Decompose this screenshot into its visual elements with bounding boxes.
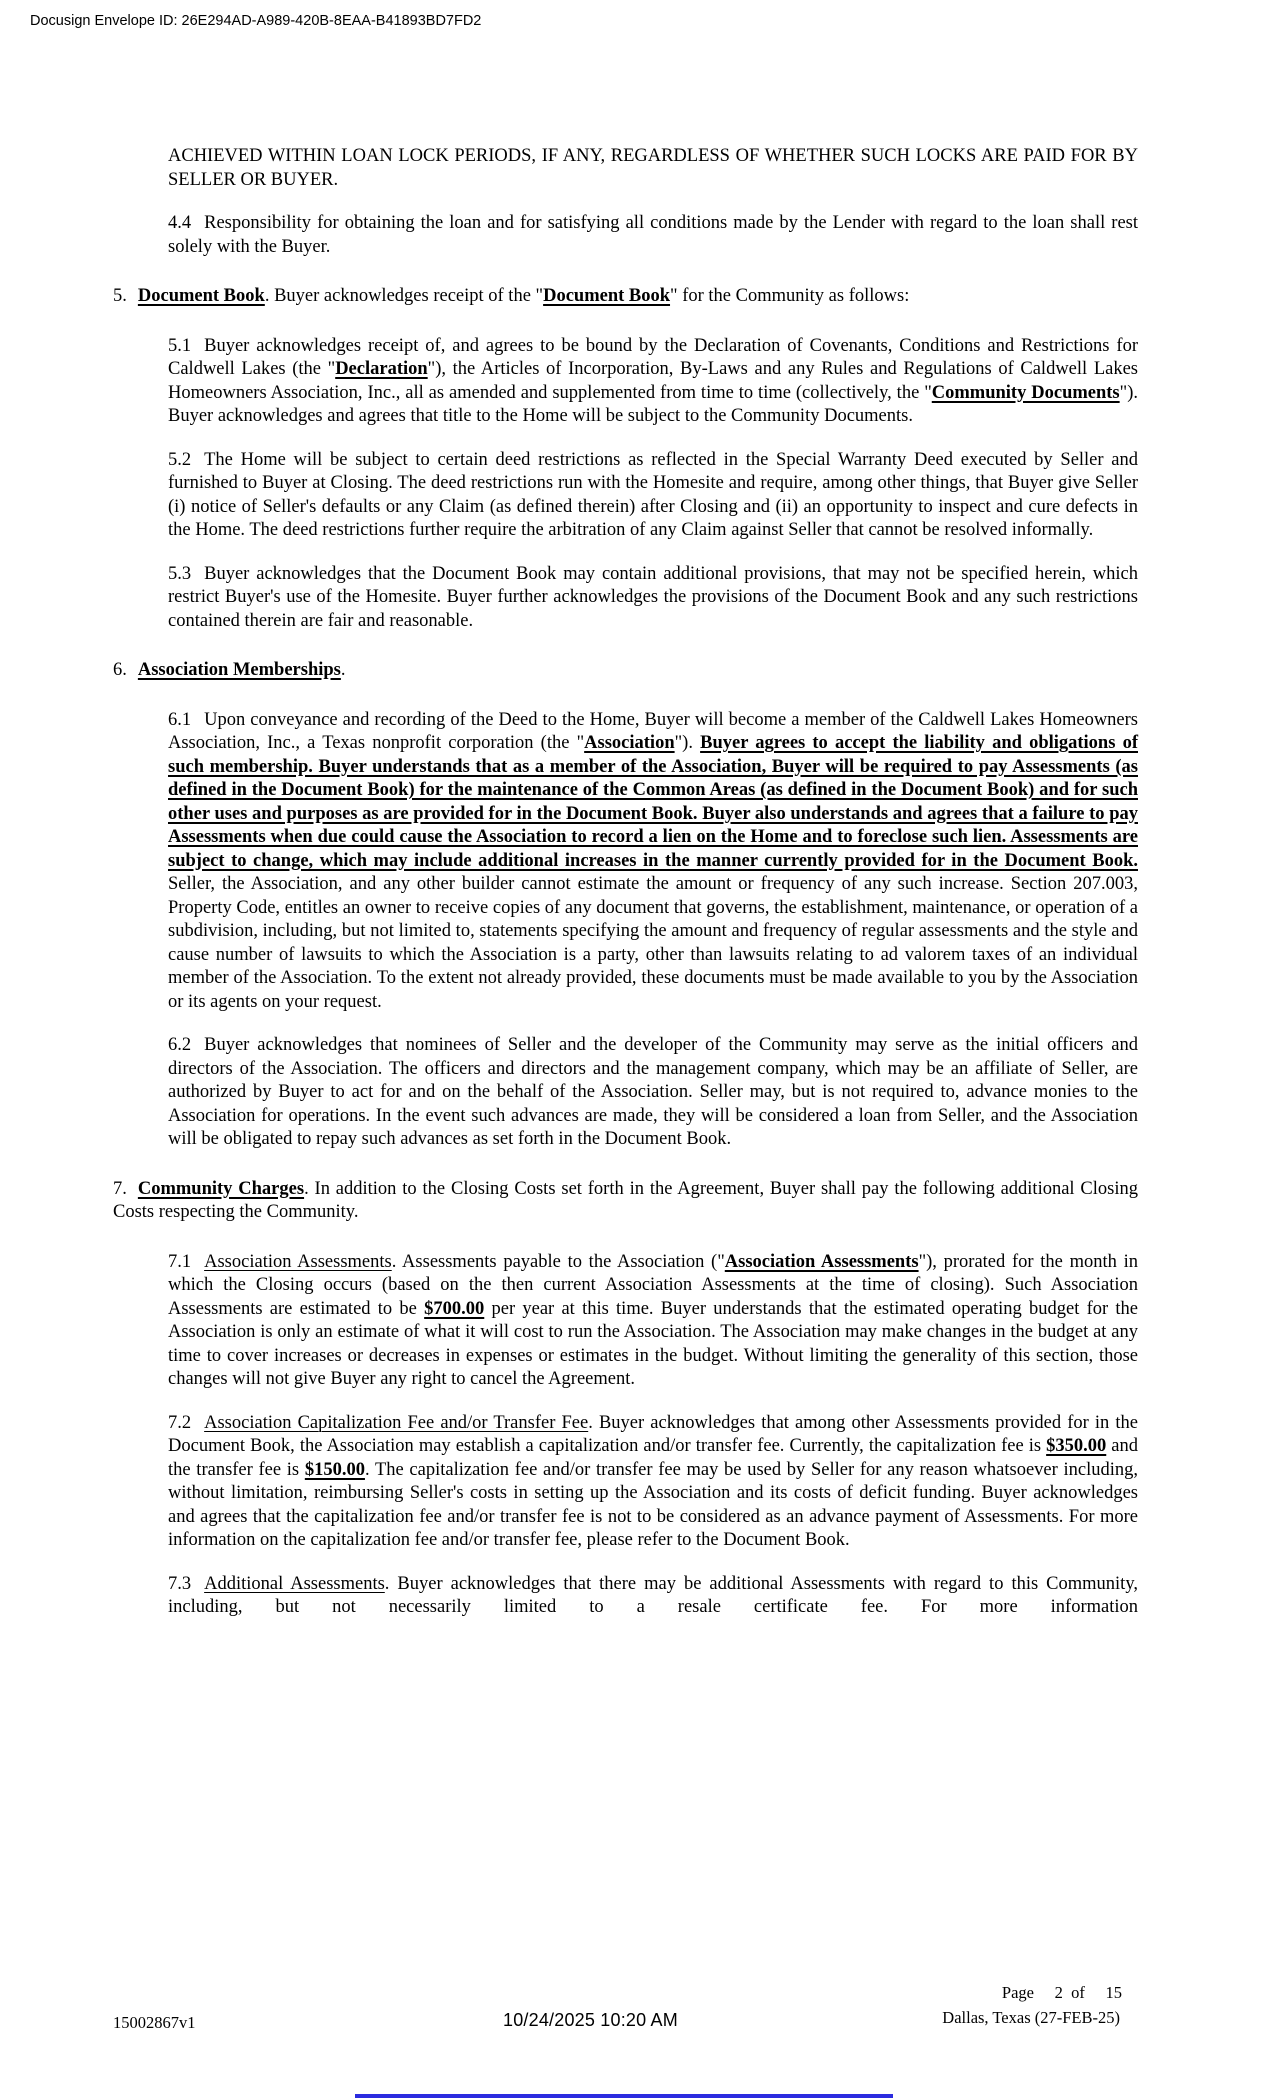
text-run: "). Buyer acknowledges and agrees that title to the Home will be subject to the Community Documents.	[168, 382, 1138, 426]
term-community-documents: Community Documents	[931, 382, 1120, 403]
paragraph-5-1	[113, 335, 1138, 429]
text-run: Upon conveyance and recording of the Deed to the Home, Buyer will become a member of the Caldwell Lakes Homeowners Association, Inc., a Texas nonprofit corporation (the "	[168, 709, 1138, 753]
term-association-assessments: Association Assessments	[204, 1251, 392, 1272]
paragraph-6-2	[113, 1034, 1138, 1152]
paragraph-7-1	[113, 1251, 1138, 1392]
section-7-heading	[113, 1178, 1138, 1225]
text-run: Buyer acknowledges receipt of, and agrees to be bound by the Declaration of Covenants, Conditions and Restrictions for Caldwell Lakes (the "	[168, 335, 1138, 379]
text-run: "), prorated for the month in which the Closing occurs (based on the then current Association Assessments at the time of closing). Such Association Assessments are estimated to be	[168, 1251, 1138, 1319]
paragraph-7-3	[113, 1573, 1138, 1620]
clause-number: 4.4	[168, 213, 192, 233]
paragraph-7-2	[113, 1412, 1138, 1553]
paragraph-loan-lock-caps: ACHIEVED WITHIN LOAN LOCK PERIODS, IF ANY, REGARDLESS OF WHETHER SUCH LOCKS ARE PAID FOR BY SELLER OR BUYER.	[168, 146, 1138, 190]
paragraph-5-2	[113, 449, 1138, 543]
clause-number: 5.3	[168, 563, 192, 584]
amount-annual-assessment: $700.00	[424, 1298, 485, 1319]
section-number: 6.	[113, 660, 127, 680]
text-run: Seller, the Association, and any other builder cannot estimate the amount or frequency of any such increase. Section 207.003, Property Code, entitles an owner to receive copies of any document that governs, the establishment, maintenance, or operation of a subdivision, including, but not limited to, statements specifying the amount and frequency of regular assessments and the style and cause number of lawsuits to which the Association is a party, other than lawsuits relating to ad valorem taxes of an individual member of the Association. To the extent not already provided, these documents must be made available to you by the Association or its agents on your request.	[168, 874, 1138, 1012]
amount-transfer-fee: $150.00	[304, 1459, 365, 1480]
term-document-book: Document Book	[543, 286, 671, 306]
text-run: " for the Community as follows:	[670, 286, 910, 306]
clause-number: 6.1	[168, 709, 192, 730]
paragraph-4-4	[113, 212, 1138, 259]
term-community-charges: Community Charges	[137, 1178, 305, 1199]
section-number: 7.	[113, 1178, 127, 1199]
text-run: per year at this time. Buyer understands that the estimated operating budget for the Association is only an estimate of what it will cost to run the Association. The Association may make changes in the budget at any time to cover increases or decreases in expenses or estimates in the budget. Without limiting the generality of this section, those changes will not give Buyer any right to cancel the Agreement.	[168, 1298, 1138, 1389]
clause-text: Responsibility for obtaining the loan and for satisfying all conditions made by the Lender with regard to the loan shall rest solely with the Buyer.	[168, 213, 1138, 257]
text-run: "), the Articles of Incorporation, By-Laws and any Rules and Regulations of Caldwell Lakes Homeowners Association, Inc., all as amended and supplemented from time to time (collectively, the "	[168, 359, 1138, 403]
section-6-heading	[113, 659, 1138, 683]
docusign-envelope-id: Docusign Envelope ID: 26E294AD-A989-420B-8EAA-B41893BD7FD2	[30, 13, 482, 29]
section-number: 5.	[113, 286, 127, 306]
text-run: . Buyer acknowledges that among other Assessments provided for in the Document Book, the Association may establish a capitalization and/or transfer fee. Currently, the capitalization fee is	[168, 1412, 1138, 1456]
clause-number: 5.1	[168, 335, 192, 356]
text-run: .	[340, 660, 346, 680]
footer-location: Dallas, Texas (27-FEB-25)	[942, 2008, 1120, 2027]
text-run: . Buyer acknowledges receipt of the "	[264, 286, 544, 306]
term-additional-assessments: Additional Assessments	[204, 1573, 385, 1594]
clause-number: 6.2	[168, 1035, 192, 1055]
clause-number: 7.3	[168, 1573, 192, 1594]
clause-text: Buyer acknowledges that nominees of Seller and the developer of the Community may serve as the initial officers and directors of the Association. The officers and directors and the management company, which may be an affiliate of Seller, are authorized by Buyer to act for and on the behalf of the Association. Seller may, but is not required to, advance monies to the Association for operations. In the event such advances are made, they will be considered a loan from Seller, and the Association will be obligated to repay such advances as set forth in the Document Book.	[168, 1035, 1138, 1149]
assessments-obligation-emphasis: Buyer agrees to accept the liability and obligations of such membership. Buyer understands that as a member of the Association, Buyer will be required to pay Assessments (as defined in the Document Book) for the maintenance of the Common Areas (as defined in the Document Book) and for such other uses and purposes as are provided for in the Document Book. Buyer also understands and agrees that a failure to pay Assessments when due could cause the Association to record a lien on the Home and to foreclose such lien. Assessments are subject to change, which may include additional increases in the manner currently provided for in the Document Book.	[168, 733, 1138, 871]
footer-datestamp: 10/24/2025 10:20 AM	[503, 2010, 678, 2030]
section-5-heading	[113, 285, 1138, 309]
text-run: . The capitalization fee and/or transfer fee may be used by Seller for any reason whatsoever including, without limitation, reimbursing Seller's costs in setting up the Association and its costs of deficit funding. Buyer acknowledges and agrees that the capitalization fee and/or transfer fee is not to be considered as an advance payment of Assessments. For more information on the capitalization fee and/or transfer fee, please refer to the Document Book.	[168, 1459, 1138, 1550]
clause-number: 7.2	[168, 1412, 192, 1433]
term-association-memberships: Association Memberships	[137, 660, 341, 680]
text-run: and the transfer fee is	[168, 1436, 1138, 1480]
text-run: . Assessments payable to the Association ("	[391, 1251, 725, 1272]
text-run: . Buyer acknowledges that there may be additional Assessments with regard to this Community, including, but not necessarily limited to a resale certificate fee. For more information	[168, 1573, 1138, 1617]
term-association-assessments: Association Assessments	[724, 1251, 919, 1272]
text-run: . In addition to the Closing Costs set forth in the Agreement, Buyer shall pay the following additional Closing Costs respecting the Community.	[113, 1178, 1138, 1222]
text-run: ").	[674, 733, 701, 753]
paragraph-6-1	[113, 709, 1138, 1015]
term-declaration: Declaration	[335, 359, 428, 379]
page-number: Page 2 of 15	[1001, 1983, 1122, 2002]
blue-cursor-line	[355, 2094, 893, 2098]
footer-doc-number: 15002867v1	[113, 2013, 196, 2032]
clause-number: 7.1	[168, 1251, 192, 1272]
paragraph-5-3	[113, 563, 1138, 634]
term-capitalization-transfer-fee: Association Capitalization Fee and/or Transfer Fee	[204, 1412, 589, 1433]
amount-capitalization-fee: $350.00	[1046, 1436, 1107, 1456]
term-association: Association	[584, 733, 675, 753]
clause-number: 5.2	[168, 449, 192, 470]
document-body	[113, 145, 1138, 1640]
clause-text: Buyer acknowledges that the Document Book may contain additional provisions, that may not be specified herein, which restrict Buyer's use of the Homesite. Buyer further acknowledges the provisions of the Document Book and any such restrictions contained therein are fair and reasonable.	[168, 563, 1138, 631]
term-document-book: Document Book	[137, 286, 265, 306]
clause-text: The Home will be subject to certain deed restrictions as reflected in the Special Warranty Deed executed by Seller and furnished to Buyer at Closing. The deed restrictions run with the Homesite and require, among other things, that Buyer give Seller (i) notice of Seller's defaults or any Claim (as defined therein) after Closing and (ii) an opportunity to inspect and cure defects in the Home. The deed restrictions further require the arbitration of any Claim against Seller that cannot be resolved informally.	[168, 449, 1138, 540]
